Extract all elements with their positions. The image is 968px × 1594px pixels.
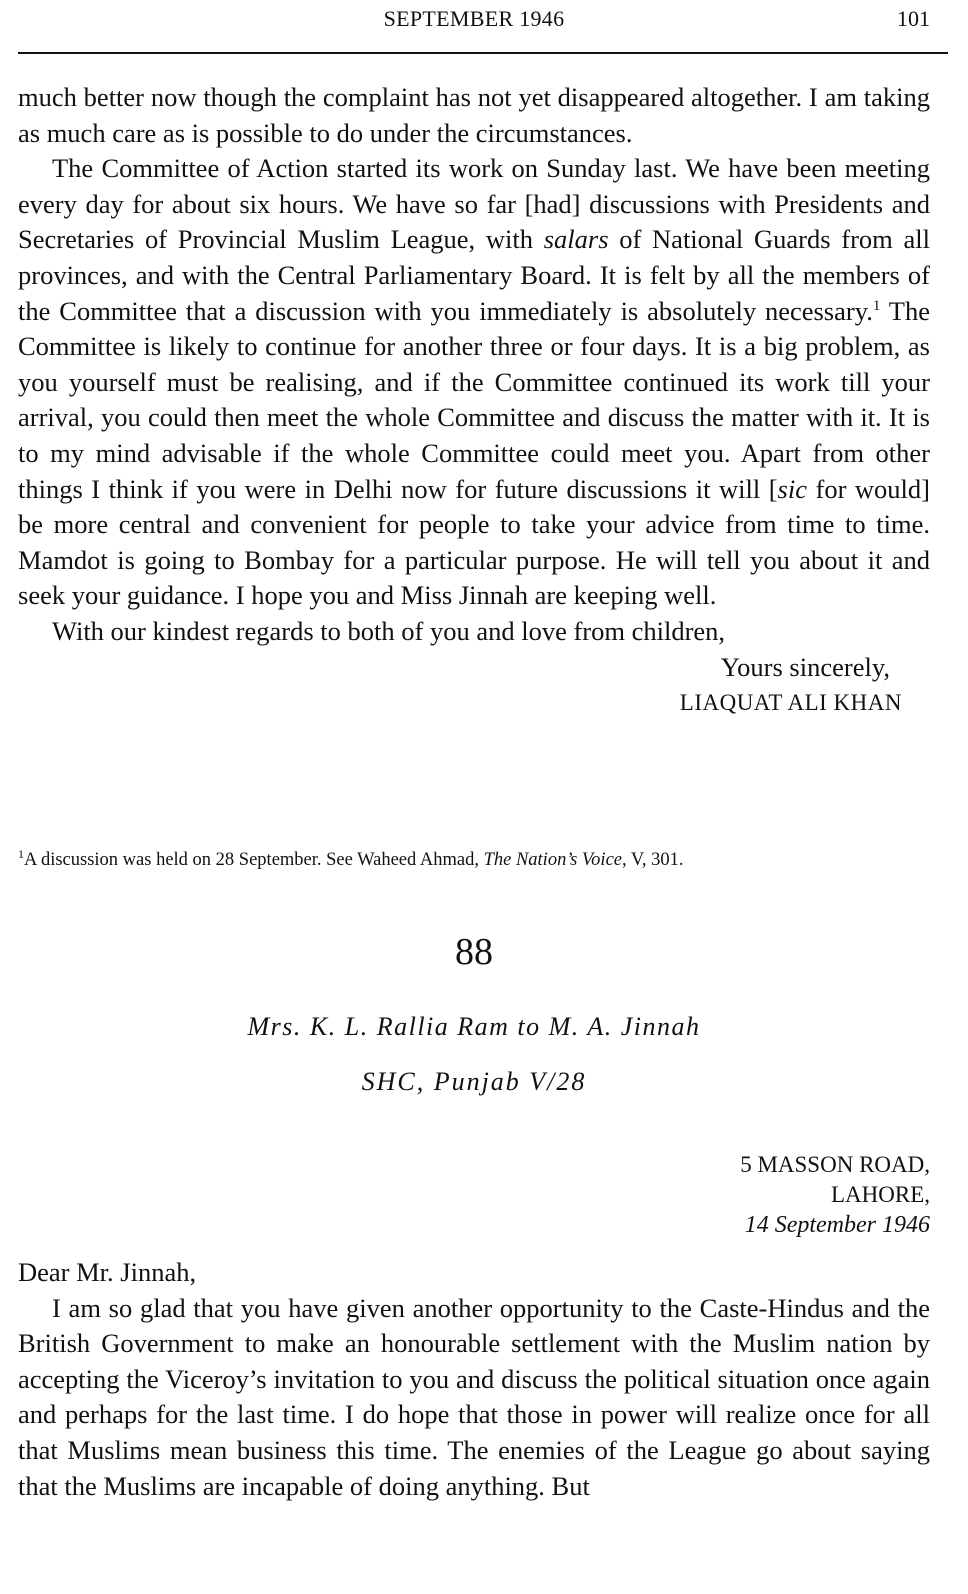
paragraph-continuation: much better now though the complaint has not yet disappeared altogether. I am taking as much care as is possible to do under the circumstances. (18, 82, 930, 148)
page-number: 101 (897, 6, 930, 31)
paragraph-regards: With our kindest regards to both of you and love from children, (52, 615, 726, 646)
paragraph-committee (18, 151, 930, 614)
paragraph-opportunity: I am so glad that you have given another opportunity to the Caste-Hindus and the British Government to make an honourable settlement with the Muslim nation by accepting the Viceroy’s invitation to you and discuss the political situation once again and perhaps for the last time. I do hope that those in power will realize once for all that Muslims mean business this time. The enemies of the League go about saying that the Muslims are incapable of doing anything. But (18, 1292, 930, 1501)
footnote (18, 846, 930, 871)
document-source: SHC, Punjab V/28 (361, 1067, 587, 1096)
signature: LIAQUAT ALI KHAN (679, 690, 902, 716)
italic-sic: sic (777, 473, 807, 504)
document-heading: Mrs. K. L. Rallia Ram to M. A. Jinnah (247, 1012, 701, 1041)
text-segment: The Committee of Action started its work on Sunday last. We have been meeting every day for about six hours. We have so far [had] discussions with Presidents and Secretaries of Provincial Muslim League, with (18, 153, 930, 255)
running-head (18, 6, 930, 40)
running-title: SEPTEMBER 1946 (383, 6, 565, 31)
italic-term: salars (543, 224, 609, 255)
footnote-book-title: The Nation’s Voice, (483, 850, 627, 870)
footnote-text: A discussion was held on 28 September. See Waheed Ahmad, (24, 850, 484, 870)
text-segment: The Committee is likely to continue for another three or four days. It is a big problem, as you yourself must be realising, and if the Committee continued its work till your arrival, you could then meet the whole Committee and discuss the matter with it. It is to my mind advisable if the whole Committee could meet you. Apart from other things I think if you were in Delhi now for future discussions it will [ (18, 295, 930, 504)
address-line-1: 5 MASSON ROAD, (740, 1152, 930, 1177)
closing: Yours sincerely, (720, 651, 890, 682)
text-segment: for would] be more central and convenient for people to take your advice from time to time. Mamdot is going to Bombay for a particular purpose. He will tell you about it and seek your guidance. I hope you and Miss Jinnah are keeping well. (18, 473, 930, 611)
salutation: Dear Mr. Jinnah, (18, 1257, 197, 1287)
footnote-reference: 1 (872, 297, 881, 314)
header-rule (18, 52, 948, 54)
text-segment: of National Guards from all provinces, and with the Central Parliamentary Board. It is felt by all the members of the Committee that a discussion with you immediately is absolutely necessary. (18, 224, 930, 326)
letter-rallia-ram (18, 1255, 930, 1504)
sender-address (530, 1150, 930, 1240)
address-line-2: LAHORE, (830, 1182, 930, 1207)
document-number: 88 (455, 931, 493, 973)
footnote-text-end: V, 301. (626, 850, 684, 870)
letter-liaquat (18, 80, 930, 721)
letter-date: 14 September 1946 (744, 1212, 930, 1238)
footnote-marker: 1 (18, 846, 24, 861)
document-page (18, 0, 930, 1594)
